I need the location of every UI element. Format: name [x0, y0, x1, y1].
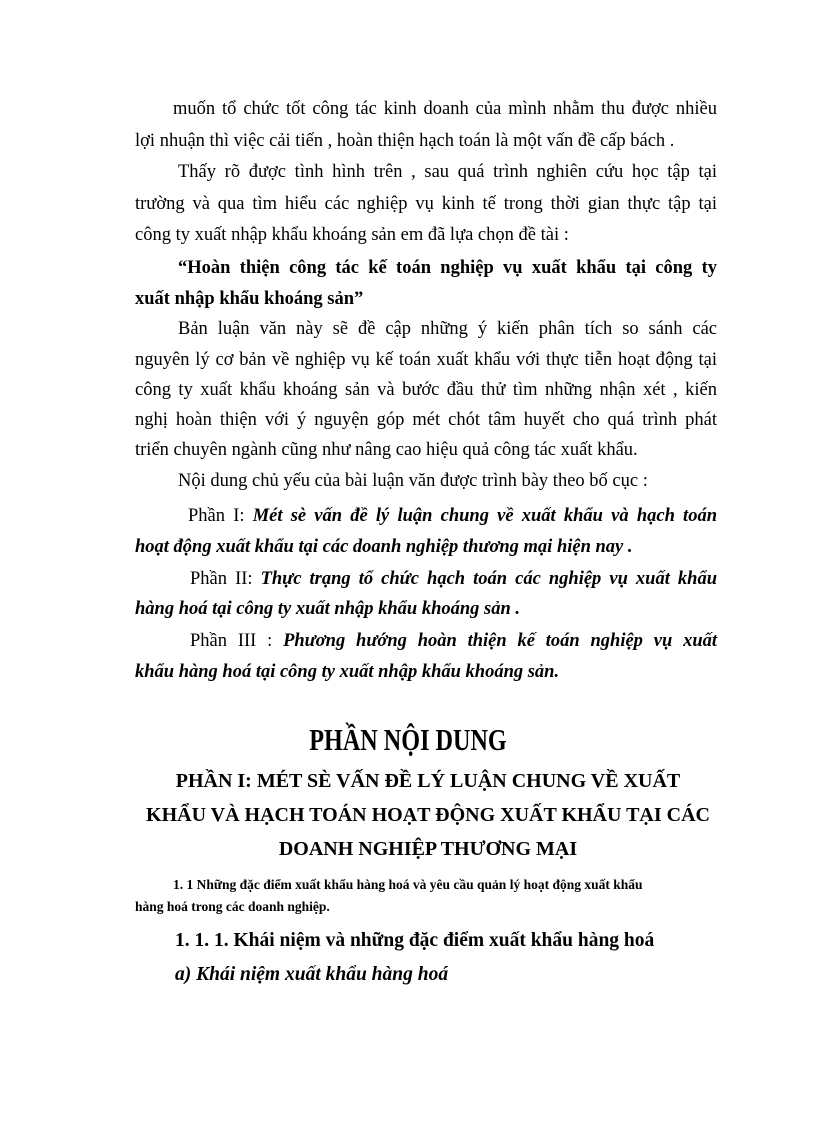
paragraph-line: nghị hoàn thiện với ý nguyện góp mét chót tâm huyết cho quá trình phát — [135, 410, 717, 430]
part-label: Phần II: — [190, 569, 261, 589]
thesis-topic-line: xuất nhập khẩu khoáng sản” — [135, 289, 364, 309]
part-title: Thực trạng tổ chức hạch toán các nghiệp vụ xuất khẩu — [260, 569, 717, 589]
part-title-continued: khẩu hàng hoá tại công ty xuất nhập khẩu khoáng sản. — [135, 662, 560, 682]
paragraph-line: trường và qua tìm hiểu các nghiệp vụ kinh tế trong thời gian thực tập tại — [135, 194, 717, 214]
section-title-line: KHẨU VÀ HẠCH TOÁN HOẠT ĐỘNG XUẤT KHẨU TẠI CÁC — [146, 804, 710, 826]
main-title: PHẦN NỘI DUNG — [309, 722, 507, 757]
part-title: Mét sè vấn đề lý luận chung về xuất khẩu và hạch toán — [252, 506, 717, 526]
heading-a: a) Khái niệm xuất khẩu hàng hoá — [175, 964, 449, 985]
part-label: Phần III : — [190, 631, 284, 651]
thesis-topic-line: “Hoàn thiện công tác kế toán nghiệp vụ xuất khẩu tại công ty — [178, 258, 717, 278]
paragraph-line: nguyên lý cơ bản về nghiệp vụ kế toán xuất khẩu với thực tiễn hoạt động tại — [135, 350, 717, 370]
paragraph-line: muốn tổ chức tốt công tác kinh doanh của mình nhằm thu được nhiều — [173, 99, 717, 119]
part-outline-line — [190, 567, 717, 591]
part-outline-line — [190, 629, 717, 653]
section-title-line: PHẦN I: MÉT SÈ VẤN ĐỀ LÝ LUẬN CHUNG VỀ XUẤT — [175, 770, 681, 792]
part-outline-line — [188, 504, 717, 528]
paragraph-line: công ty xuất nhập khẩu khoáng sản em đã lựa chọn đề tài : — [135, 225, 569, 245]
paragraph-line: triển chuyên ngành cũng như nâng cao hiệu quả công tác xuất khẩu. — [135, 440, 638, 460]
paragraph-line: Bản luận văn này sẽ đề cập những ý kiến phân tích so sánh các — [178, 319, 717, 339]
part-label: Phần I: — [188, 506, 253, 526]
part-title-continued: hàng hoá tại công ty xuất nhập khẩu khoáng sản . — [135, 599, 521, 619]
paragraph-line: Thấy rõ được tình hình trên , sau quá trình nghiên cứu học tập tại — [178, 162, 717, 182]
part-title-continued: hoạt động xuất khẩu tại các doanh nghiệp thương mại hiện nay . — [135, 537, 633, 557]
part-title: Phương hướng hoàn thiện kế toán nghiệp vụ xuất — [283, 631, 717, 651]
subsection-heading-line: hàng hoá trong các doanh nghiệp. — [135, 899, 330, 914]
paragraph-line: công ty xuất khẩu khoáng sản và bước đầu thử tìm những nhận xét , kiến — [135, 380, 717, 400]
paragraph-line: Nội dung chủ yếu của bài luận văn được trình bày theo bố cục : — [178, 471, 648, 491]
paragraph-line: lợi nhuận thì việc cải tiến , hoàn thiện hạch toán là một vấn đề cấp bách . — [135, 131, 675, 151]
heading-1-1-1: 1. 1. 1. Khái niệm và những đặc điểm xuất khẩu hàng hoá — [175, 930, 655, 951]
section-title-line: DOANH NGHIỆP THƯƠNG MẠI — [278, 838, 578, 860]
subsection-heading-line: 1. 1 Những đặc điểm xuất khẩu hàng hoá và yêu cầu quản lý hoạt động xuất khẩu — [173, 877, 643, 892]
